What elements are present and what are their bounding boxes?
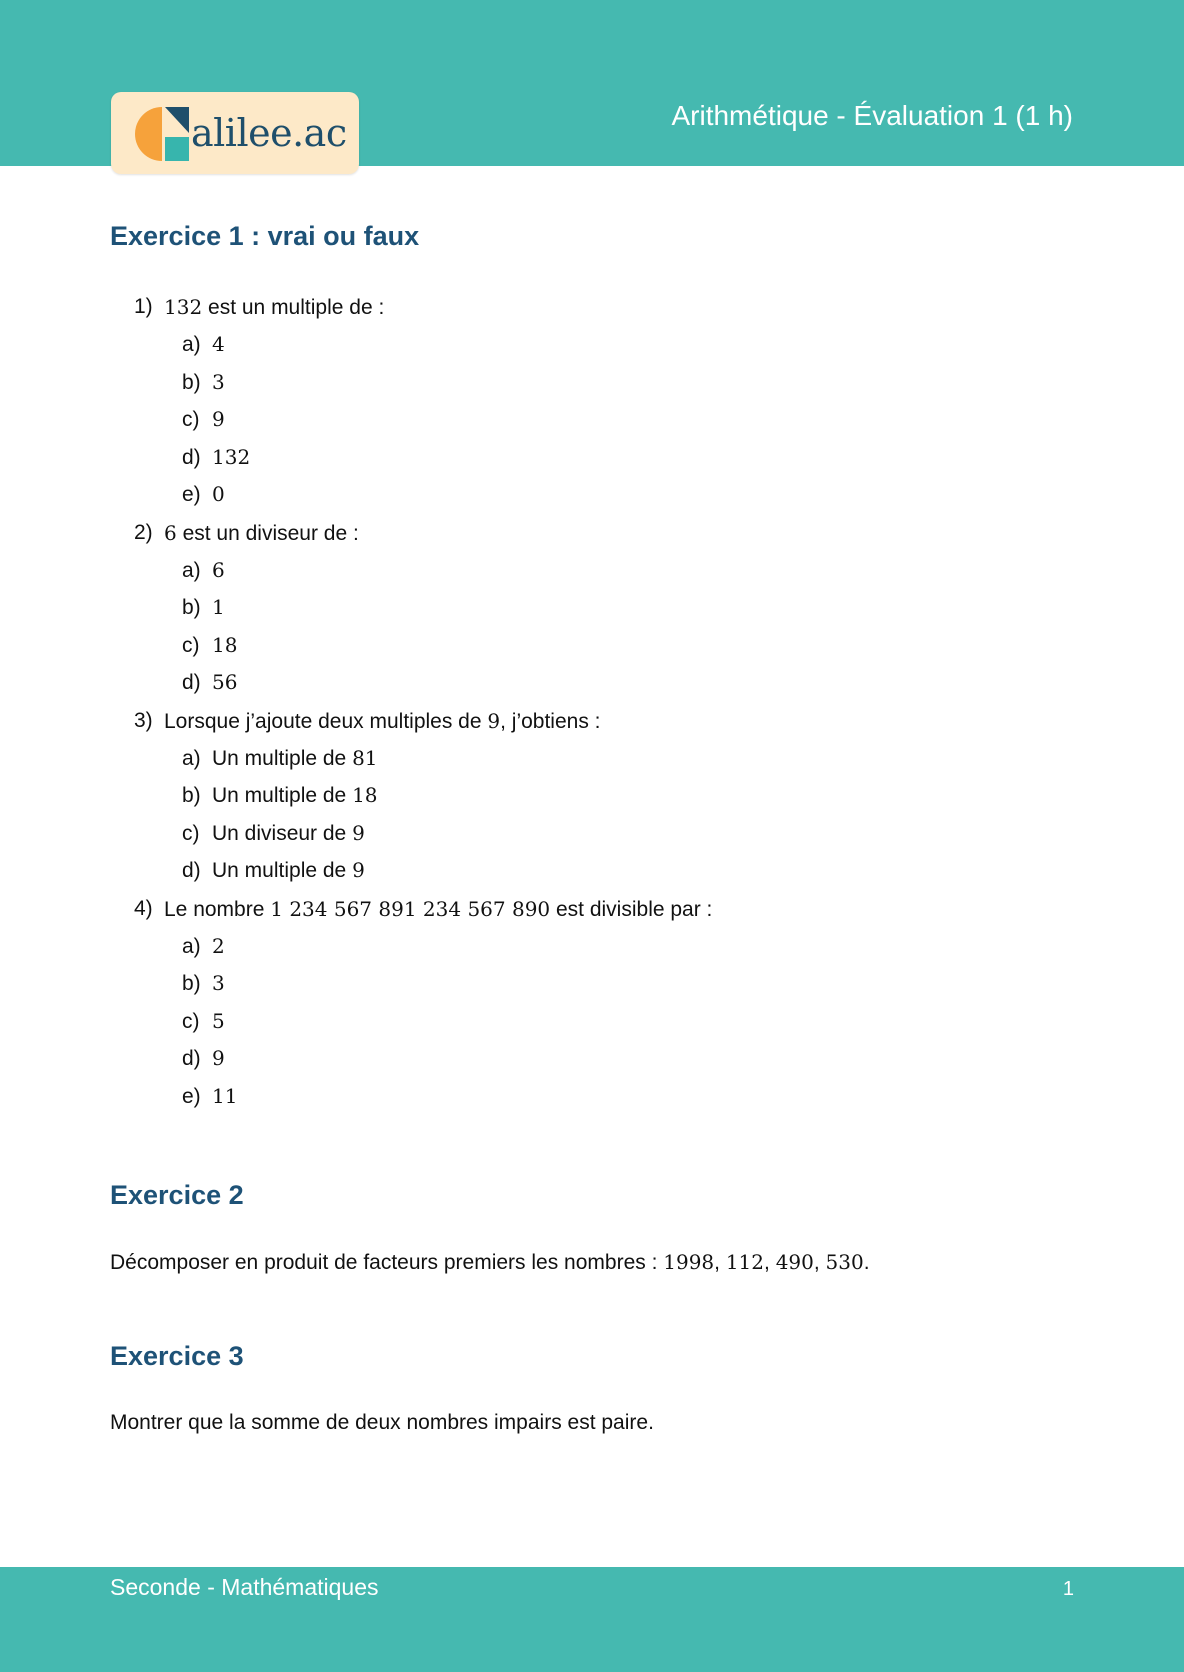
logo-text: alilee.ac: [191, 111, 347, 155]
option-text: Un multiple de: [212, 784, 353, 807]
option-value: 56: [212, 670, 238, 694]
exercise-1-questions: [110, 288, 1074, 1115]
question-3: [110, 702, 1074, 890]
option-letter: b): [182, 784, 201, 807]
option-item: [110, 552, 1074, 590]
option-value: 9: [212, 407, 225, 431]
question-text: Le nombre: [164, 897, 271, 921]
exercise-2-text: Décomposer en produit de facteurs premiers les nombres :: [110, 1251, 664, 1274]
option-letter: d): [182, 445, 201, 469]
option-item: [110, 1078, 1074, 1116]
option-text: Un diviseur de: [212, 821, 353, 845]
option-item: [110, 852, 1074, 890]
option-letter: a): [182, 934, 201, 958]
question-math: 9: [487, 708, 501, 733]
separator: ,: [813, 1251, 826, 1274]
option-letter: b): [182, 596, 201, 619]
question-1: [110, 288, 1074, 514]
option-item: [110, 476, 1074, 514]
option-letter: c): [182, 821, 200, 845]
option-item: [110, 589, 1074, 627]
question-math: 1 234 567 891 234 567 890: [270, 896, 551, 921]
exercise-2-statement: [110, 1243, 1074, 1282]
question-math: 132: [164, 295, 203, 319]
option-letter: a): [182, 333, 201, 356]
question-text: est un multiple de :: [202, 296, 385, 319]
option-text: Un multiple de: [212, 746, 353, 770]
option-letter: b): [182, 370, 201, 394]
option-letter: b): [182, 972, 201, 995]
option-letter: d): [182, 671, 201, 694]
question-2: [110, 514, 1074, 702]
option-value: 81: [352, 745, 378, 770]
separator: ,: [714, 1251, 726, 1274]
option-item: [110, 401, 1074, 439]
option-value: 18: [212, 632, 238, 657]
question-2-options: [110, 552, 1074, 702]
question-text: est divisible par :: [550, 897, 713, 921]
option-item: [110, 1003, 1074, 1041]
option-value: 3: [212, 369, 225, 394]
question-1-stem: [110, 288, 1074, 326]
option-value: 132: [212, 444, 251, 469]
option-letter: e): [182, 483, 201, 506]
document-body: [110, 212, 1074, 1442]
question-number: 4): [134, 896, 153, 920]
option-value: 6: [212, 557, 225, 582]
option-item: [110, 627, 1074, 665]
option-value: 0: [212, 482, 225, 506]
galilee-logo-mark-icon: [132, 105, 192, 163]
option-value: 1: [212, 595, 225, 619]
footer-course: Seconde - Mathématiques: [110, 1574, 379, 1600]
question-text: , j’obtiens :: [500, 709, 601, 733]
question-text: est un diviseur de :: [176, 521, 359, 545]
option-item: [110, 815, 1074, 853]
number: 530: [825, 1250, 864, 1274]
option-letter: c): [182, 633, 200, 657]
question-text: Lorsque j’ajoute deux multiples de: [164, 709, 488, 733]
number: 490: [775, 1250, 814, 1274]
option-letter: a): [182, 558, 201, 582]
question-4: [110, 890, 1074, 1116]
option-item: [110, 364, 1074, 402]
document-title: Arithmétique - Évaluation 1 (1 h): [671, 100, 1073, 131]
option-item: [110, 928, 1074, 966]
option-value: 2: [212, 933, 225, 958]
option-value: 9: [352, 858, 365, 882]
question-2-stem: [110, 514, 1074, 552]
period: .: [863, 1251, 870, 1274]
exercise-1-title: Exercice 1 : vrai ou faux: [110, 221, 420, 251]
option-value: 3: [212, 971, 225, 995]
question-3-stem: [110, 702, 1074, 740]
option-item: [110, 326, 1074, 364]
exercise-3-title: Exercice 3: [110, 1341, 244, 1371]
option-value: 9: [352, 820, 365, 845]
exercise-2-title: Exercice 2: [110, 1180, 244, 1210]
option-letter: e): [182, 1084, 201, 1108]
question-number: 3): [134, 708, 153, 732]
option-item: [110, 740, 1074, 778]
option-letter: d): [182, 1047, 201, 1070]
logo: [111, 92, 359, 174]
option-value: 18: [352, 783, 378, 807]
question-number: 2): [134, 520, 153, 544]
separator: ,: [764, 1251, 776, 1274]
option-item: [110, 439, 1074, 477]
question-3-options: [110, 740, 1074, 890]
option-item: [110, 777, 1074, 815]
option-letter: c): [182, 1009, 200, 1033]
option-letter: d): [182, 859, 201, 882]
number: 112: [725, 1250, 765, 1274]
option-letter: c): [182, 408, 200, 431]
option-value: 11: [212, 1083, 238, 1108]
option-text: Un multiple de: [212, 859, 353, 882]
question-4-stem: [110, 890, 1074, 928]
page-number: 1: [1062, 1578, 1074, 1600]
option-value: 5: [212, 1008, 225, 1033]
question-1-options: [110, 326, 1074, 514]
option-letter: a): [182, 746, 201, 770]
option-item: [110, 965, 1074, 1003]
number: 1998: [663, 1250, 715, 1274]
option-value: 4: [212, 332, 225, 356]
option-value: 9: [212, 1046, 225, 1070]
option-item: [110, 664, 1074, 702]
question-number: 1): [134, 295, 153, 318]
option-item: [110, 1040, 1074, 1078]
question-math: 6: [164, 520, 177, 545]
exercise-3-statement: Montrer que la somme de deux nombres impairs est paire.: [110, 1411, 654, 1434]
question-4-options: [110, 928, 1074, 1116]
